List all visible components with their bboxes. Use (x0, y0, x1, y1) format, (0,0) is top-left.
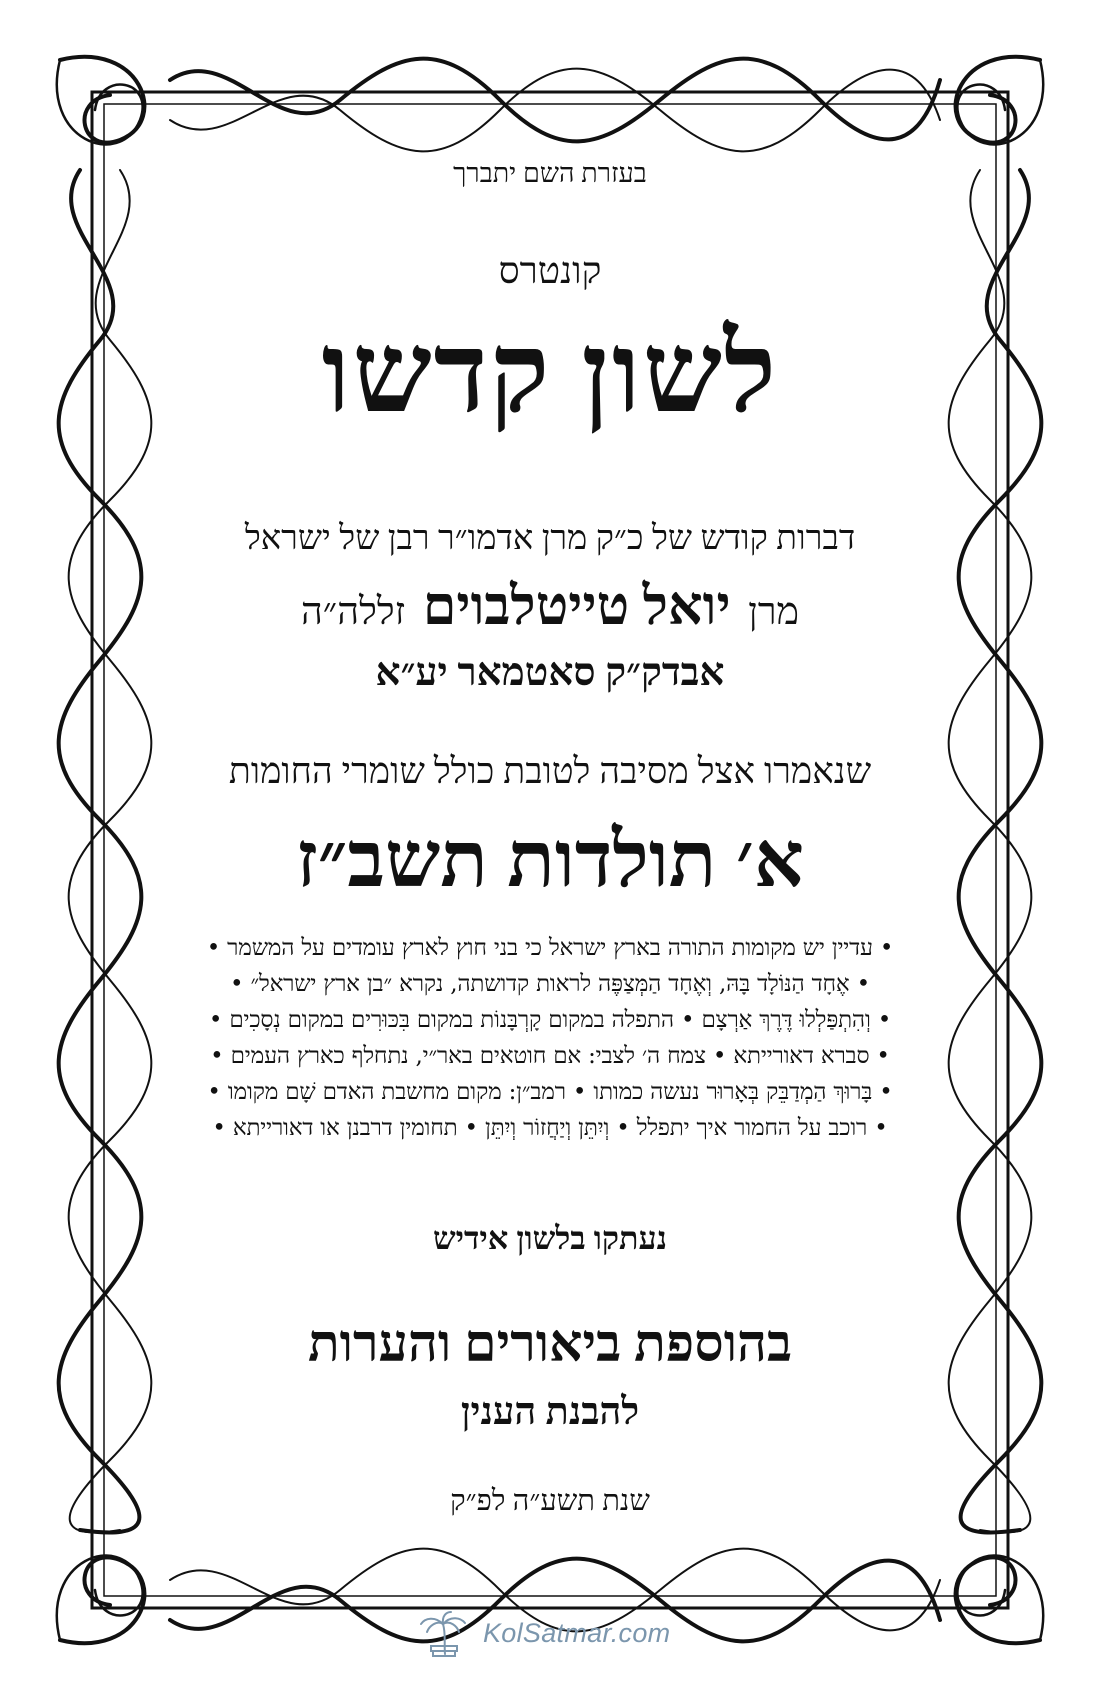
rebbe-suffix: זללה״ה (300, 591, 406, 633)
topic-line: • עדיין יש מקומות התורה בארץ ישראל כי בני חוץ לארץ עומדים על המשמר • (206, 935, 894, 961)
rebbe-prefix: מרן (748, 591, 800, 633)
watermark (415, 1610, 715, 1660)
topic-line: • בָּרוּךְ הַמְדַבֵּק בְּאָרוּר נעשה כמותו • רמב״ן: מקום מחשבת האדם שָׁם מקומו • (207, 1079, 893, 1105)
help-line: בעזרת השם יתברך (453, 158, 647, 188)
palm-tree-books-icon (415, 1610, 475, 1660)
occasion-line: שנאמרו אצל מסיבה לטובת כולל שומרי החומות (228, 751, 872, 791)
topic-line: • וְהִתְפַּלְלוּ דֶּרֶךְ אַרְצָם • התפלה במקום קָרְבָּנוֹת במקום בִּכּוּרִים במקום נְסָכִים • (208, 1007, 892, 1033)
understanding-line: להבנת הענין (460, 1391, 640, 1433)
addition-line: בהוספת ביאורים והערות (307, 1316, 793, 1373)
topic-line: • אֶחָד הַנּוֹלָד בָּהּ, וְאֶחָד הַמְּצַפֶּה לראות קדושתה, נקרא ״בן ארץ ישראל״ • (230, 971, 870, 997)
rebbe-line (150, 575, 950, 637)
title-page-content (150, 150, 950, 1530)
main-title: לשון קדשו (321, 312, 779, 436)
abdk-line: אבדק״ק סאטמאר יע״א (375, 651, 725, 694)
topic-line: • סברא דאורייתא • צמח ה׳ לצבי: אם חוטאים באר״י, נתחלף כארץ העמים • (210, 1043, 890, 1069)
translation-line: נעתקו בלשון אידיש (432, 1220, 668, 1256)
watermark-text: KolSatmar.com (483, 1618, 671, 1648)
words-line: דברות קודש של כ״ק מרן אדמו״ר רבן של ישראל (244, 520, 856, 557)
year-line: שנת תשע״ה לפ״ק (450, 1485, 650, 1517)
kuntres-label: קונטרס (498, 251, 602, 292)
topic-line: • רוכב על החמור איך יתפלל • וְיִתֵּן וְיַחֲזוֹר וְיִתֵּן • תחומין דרבנן או דאורייתא • (212, 1115, 888, 1141)
topics-list (140, 930, 960, 1146)
rebbe-name: יואל טייטלבוים (422, 576, 731, 636)
date-line: א׳ תולדות תשב״ז (296, 816, 804, 903)
